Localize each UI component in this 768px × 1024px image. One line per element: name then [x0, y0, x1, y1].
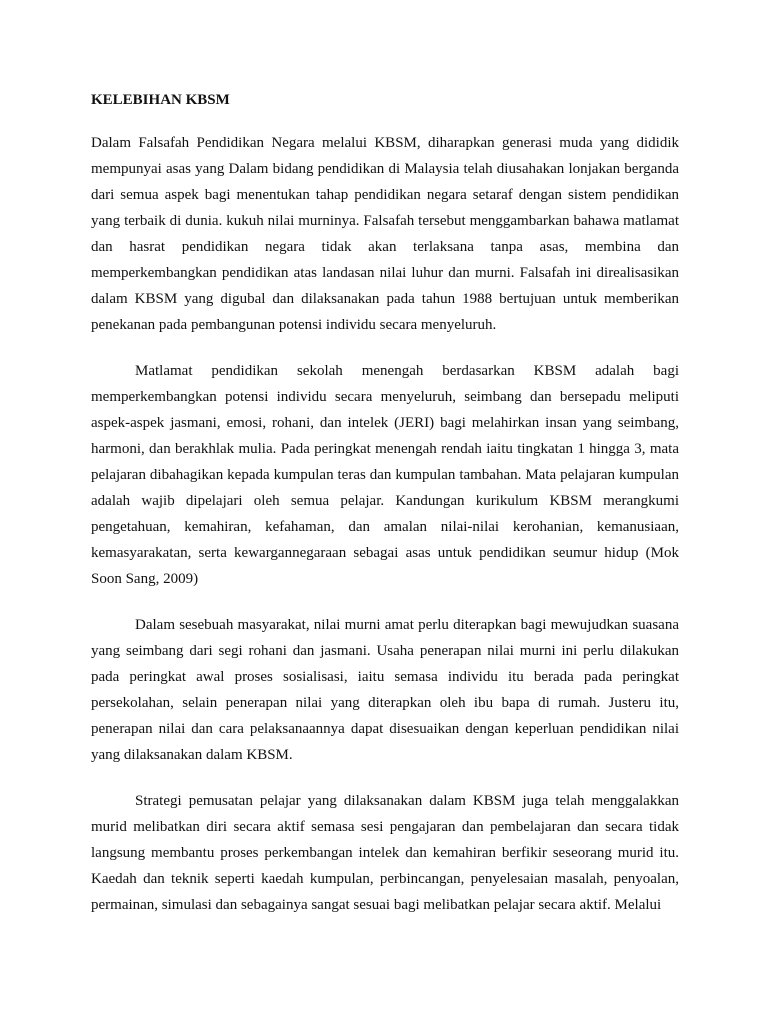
paragraph-1: Dalam Falsafah Pendidikan Negara melalui KBSM, diharapkan generasi muda yang dididik mempunyai asas yang Dalam bidang pendidikan di Malaysia telah diusahakan lonjakan berganda dari semua aspek bagi menentukan tahap pendidikan negara setaraf dengan sistem pendidikan yang terbaik di dunia. kukuh nilai murninya. Falsafah tersebut menggambarkan bahawa matlamat dan hasrat pendidikan negara tidak akan terlaksana tanpa asas, membina dan memperkembangkan pendidikan atas landasan nilai luhur dan murni. Falsafah ini direalisasikan dalam KBSM yang digubal dan dilaksanakan pada tahun 1988 bertujuan untuk memberikan penekanan pada pembangunan potensi individu secara menyeluruh.: [91, 135, 679, 333]
document-heading: KELEBIHAN KBSM: [91, 92, 230, 108]
paragraph-4: Strategi pemusatan pelajar yang dilaksanakan dalam KBSM juga telah menggalakkan murid melibatkan diri secara aktif semasa sesi pengajaran dan pembelajaran dan secara tidak langsung membantu proses perkembangan intelek dan kemahiran berfikir seseorang murid itu. Kaedah dan teknik seperti kaedah kumpulan, perbincangan, penyelesaian masalah, penyoalan, permainan, simulasi dan sebagainya sangat sesuai bagi melibatkan pelajar secara aktif. Melalui: [91, 793, 679, 913]
document-page: [91, 90, 679, 938]
paragraph-2: Matlamat pendidikan sekolah menengah berdasarkan KBSM adalah bagi memperkembangkan potensi individu secara menyeluruh, seimbang dan bersepadu meliputi aspek-aspek jasmani, emosi, rohani, dan intelek (JERI) bagi melahirkan insan yang seimbang, harmoni, dan berakhlak mulia. Pada peringkat menengah rendah iaitu tingkatan 1 hingga 3, mata pelajaran dibahagikan kepada kumpulan teras dan kumpulan tambahan. Mata pelajaran kumpulan adalah wajib dipelajari oleh semua pelajar. Kandungan kurikulum KBSM merangkumi pengetahuan, kemahiran, kefahaman, dan amalan nilai-nilai kerohanian, kemanusiaan, kemasyarakatan, serta kewargannegaraan sebagai asas untuk pendidikan seumur hidup (Mok Soon Sang, 2009): [91, 363, 679, 587]
paragraph-3: Dalam sesebuah masyarakat, nilai murni amat perlu diterapkan bagi mewujudkan suasana yang seimbang dari segi rohani dan jasmani. Usaha penerapan nilai murni ini perlu dilakukan pada peringkat awal proses sosialisasi, iaitu semasa individu itu berada pada peringkat persekolahan, selain penerapan nilai yang diterapkan oleh ibu bapa di rumah. Justeru itu, penerapan nilai dan cara pelaksanaannya dapat disesuaikan dengan keperluan pendidikan nilai yang dilaksanakan dalam KBSM.: [91, 617, 679, 763]
